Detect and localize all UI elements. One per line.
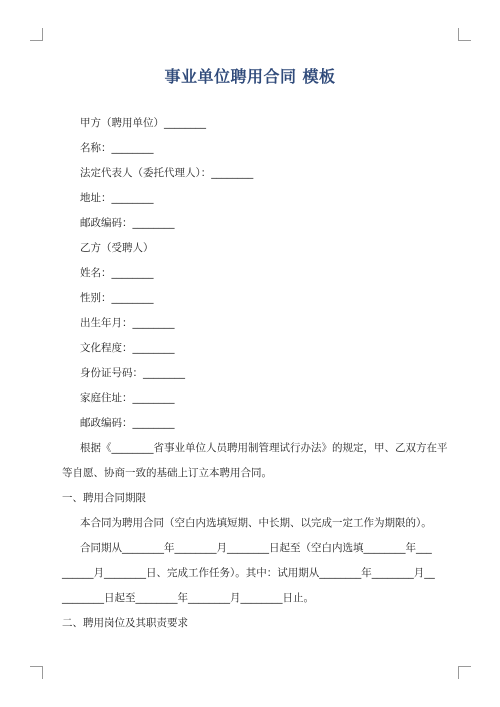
birth-date-field: 出生年月：________ xyxy=(80,317,175,329)
crop-mark-bottom-left xyxy=(30,666,43,679)
party-b-postcode-field: 邮政编码：________ xyxy=(80,417,175,429)
home-address-field: 家庭住址：________ xyxy=(80,392,175,404)
contract-period-line-1: 合同期从________年________月________日起至（空白内选填________年___ xyxy=(80,542,432,554)
education-field: 文化程度：________ xyxy=(80,342,175,354)
party-a-name-field: 名称：________ xyxy=(80,142,154,154)
id-number-field: 身份证号码：________ xyxy=(80,367,185,379)
contract-period-line-2: ______月________日、完成工作任务）。其中：试用期从________年________月__ xyxy=(62,567,435,579)
crop-mark-top-left xyxy=(30,28,43,41)
section-2-heading: 二、聘用岗位及其职责要求 xyxy=(62,617,188,629)
party-a-heading: 甲方（聘用单位）________ xyxy=(80,117,206,129)
party-a-postcode-field: 邮政编码：________ xyxy=(80,217,175,229)
party-b-name-field: 姓名：________ xyxy=(80,267,154,279)
party-a-address-field: 地址：________ xyxy=(80,192,154,204)
contract-period-line-3: ________日起至________年________月________日止。 xyxy=(62,592,314,604)
contract-type-line: 本合同为聘用合同（空白内选填短期、中长期、以完成一定工作为期限的）。 xyxy=(80,517,432,529)
legal-representative-field: 法定代表人（委托代理人）：________ xyxy=(80,167,254,179)
document-title: 事业单位聘用合同 模板 xyxy=(164,67,336,86)
party-b-heading: 乙方（受聘人） xyxy=(80,242,154,254)
gender-field: 性别：________ xyxy=(80,292,154,304)
basis-paragraph-line-1: 根据《________省事业单位人员聘用制管理试行办法》的规定，甲、乙双方在平 xyxy=(80,442,448,454)
crop-mark-bottom-right xyxy=(458,666,471,679)
basis-paragraph-line-2: 等自愿、协商一致的基础上订立本聘用合同。 xyxy=(62,467,272,479)
section-1-heading: 一、聘用合同期限 xyxy=(62,492,146,504)
crop-mark-top-right xyxy=(458,28,471,41)
